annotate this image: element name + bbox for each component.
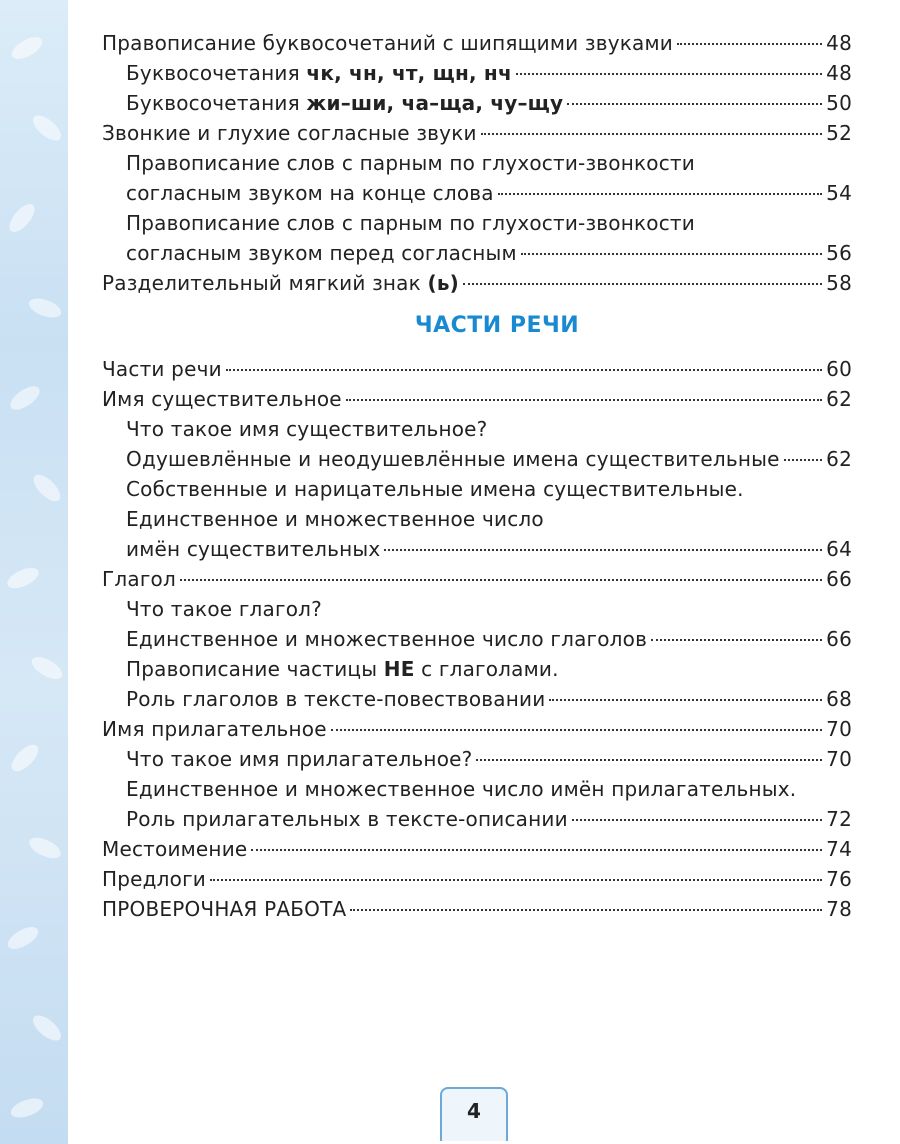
toc-entry: [102, 594, 852, 624]
toc-entry-title: [126, 624, 647, 654]
toc-entry-title: [126, 804, 568, 834]
toc-entry-text: Единственное и множественное число имён прилагательных.: [126, 777, 797, 801]
toc-entry-title: [126, 444, 780, 474]
toc-entry-title: [102, 28, 673, 58]
toc-entry-text-after: с глаголами.: [414, 657, 559, 681]
dot-leader: [463, 283, 822, 285]
toc-entry-text: Имя существительное: [102, 387, 342, 411]
dot-leader: [651, 639, 822, 641]
toc-page-number: 70: [826, 747, 852, 771]
dot-leader: [384, 549, 822, 551]
toc-page-number: 52: [826, 121, 852, 145]
toc-entry: [102, 744, 852, 774]
toc-page-number: 60: [826, 357, 852, 381]
toc-entry-text: согласным звуком на конце слова: [126, 181, 494, 205]
toc-entry: [102, 864, 852, 894]
toc-entry-text: Местоимение: [102, 837, 248, 861]
toc-entry-text: Правописание слов с парным по глухости-звонкости: [126, 211, 695, 235]
toc-entry: [102, 384, 852, 414]
toc-entry-text: Буквосочетания: [126, 91, 307, 115]
toc-entry: [102, 714, 852, 744]
dot-leader: [346, 399, 822, 401]
toc-page-number: 68: [826, 687, 852, 711]
toc-entry-title: [102, 118, 477, 148]
toc-entry-text: Что такое имя прилагательное?: [126, 747, 473, 771]
toc-entry-title: [126, 744, 472, 774]
toc-entry-title: [126, 238, 517, 268]
toc-entry-text: Разделительный мягкий знак: [102, 271, 428, 295]
dot-leader: [549, 699, 822, 701]
toc-entry-text: Что такое имя существительное?: [126, 417, 488, 441]
toc-page-number: 48: [826, 31, 852, 55]
toc-entry: [102, 444, 852, 474]
toc-entry-title: [102, 864, 206, 894]
toc-entry-title: [126, 414, 487, 444]
toc-entry: [102, 28, 852, 58]
toc-entry-title: [126, 178, 494, 208]
dot-leader: [521, 253, 822, 255]
toc-entry-text: Правописание частицы: [126, 657, 384, 681]
toc-entry-title: [126, 208, 695, 238]
toc-entry-bold-text: НЕ: [383, 657, 415, 681]
toc-page-number: 50: [826, 91, 852, 115]
toc-entry: [102, 88, 852, 118]
toc-page-number: 64: [826, 537, 852, 561]
toc-entry: [102, 894, 852, 924]
toc-entry-title: [126, 504, 544, 534]
toc-entry-title: [126, 474, 744, 504]
toc-page-number: 56: [826, 241, 852, 265]
toc-entry: [102, 474, 852, 504]
toc-entry-text: Правописание буквосочетаний с шипящими звуками: [102, 31, 673, 55]
toc-entry-title: [102, 894, 346, 924]
toc-entry-text: Единственное и множественное число: [126, 507, 544, 531]
toc-entry-text: Собственные и нарицательные имена существительные.: [126, 477, 744, 501]
dot-leader: [331, 729, 822, 731]
toc-page-number: 48: [826, 61, 852, 85]
toc-entry: [102, 564, 852, 594]
toc-entry: [102, 268, 852, 298]
toc-page-number: 66: [826, 567, 852, 591]
toc-block-parts-of-speech: [102, 354, 852, 924]
toc-entry-text: Правописание слов с парным по глухости-звонкости: [126, 151, 695, 175]
toc-entry-title: [126, 774, 796, 804]
toc-entry-bold-text: жи–ши, ча–ща, чу–щу: [306, 91, 564, 115]
toc-entry-text: ПРОВЕРОЧНАЯ РАБОТА: [102, 897, 347, 921]
toc-entry: [102, 148, 852, 178]
toc-entry-title: [102, 714, 327, 744]
toc-entry-text: Буквосочетания: [126, 61, 307, 85]
toc-entry-title: [102, 268, 459, 298]
toc-entry-title: [102, 564, 176, 594]
toc-page-number: 62: [826, 447, 852, 471]
toc-entry-title: [126, 594, 322, 624]
toc-entry-text: Единственное и множественное число глаголов: [126, 627, 648, 651]
toc-page-number: 62: [826, 387, 852, 411]
toc-entry-bold-text: чк, чн, чт, щн, нч: [306, 61, 512, 85]
dot-leader: [226, 369, 822, 371]
toc-page-number: 66: [826, 627, 852, 651]
dot-leader: [481, 133, 822, 135]
dot-leader: [251, 849, 822, 851]
toc-entry-title: [126, 684, 545, 714]
section-title: ЧАСТИ РЕЧИ: [414, 313, 580, 338]
toc-entry-title: [126, 534, 380, 564]
dot-leader: [476, 759, 822, 761]
toc-entry: [102, 534, 852, 564]
toc-entry: [102, 238, 852, 268]
toc-page-number: 78: [826, 897, 852, 921]
toc-page-number: 76: [826, 867, 852, 891]
toc-entry-text: Одушевлённые и неодушевлённые имена существительные: [126, 447, 780, 471]
toc-entry-title: [126, 148, 695, 178]
dot-leader: [210, 879, 822, 881]
toc-entry-title: [126, 58, 512, 88]
dot-leader: [784, 459, 823, 461]
dot-leader: [516, 73, 822, 75]
toc-entry: [102, 804, 852, 834]
toc-entry: [102, 684, 852, 714]
toc-entry: [102, 654, 852, 684]
page-number: 4: [440, 1087, 508, 1141]
toc-entry-title: [102, 834, 247, 864]
toc-entry-text: Имя прилагательное: [102, 717, 327, 741]
toc-page-number: 74: [826, 837, 852, 861]
toc-entry: [102, 354, 852, 384]
toc-page-number: 70: [826, 717, 852, 741]
toc-entry-text: Роль прилагательных в тексте-описании: [126, 807, 568, 831]
toc-entry-title: [102, 384, 342, 414]
decorative-leaf-strip: [0, 0, 68, 1144]
toc-entry-title: [126, 654, 559, 684]
toc-entry-text: Что такое глагол?: [126, 597, 322, 621]
dot-leader: [498, 193, 822, 195]
toc-entry-text: Части речи: [102, 357, 222, 381]
toc-entry-text: согласным звуком перед согласным: [126, 241, 517, 265]
toc-block-phonetics: [102, 28, 852, 298]
dot-leader: [180, 579, 822, 581]
dot-leader: [677, 43, 822, 45]
toc-entry: [102, 118, 852, 148]
dot-leader: [567, 103, 822, 105]
toc-entry-text: Роль глаголов в тексте-повествовании: [126, 687, 546, 711]
toc-entry: [102, 504, 852, 534]
toc-entry-bold-text: (ь): [427, 271, 460, 295]
toc-entry: [102, 178, 852, 208]
toc-page-number: 72: [826, 807, 852, 831]
toc-entry-text: Глагол: [102, 567, 176, 591]
toc-entry-text: Звонкие и глухие согласные звуки: [102, 121, 477, 145]
toc-entry: [102, 208, 852, 238]
toc-entry-text: Предлоги: [102, 867, 206, 891]
toc-entry: [102, 58, 852, 88]
toc-entry-title: [126, 88, 563, 118]
table-of-contents: [102, 28, 852, 924]
toc-entry: [102, 774, 852, 804]
toc-entry-text: имён существительных: [126, 537, 381, 561]
dot-leader: [572, 819, 822, 821]
dot-leader: [350, 909, 822, 911]
toc-entry: [102, 414, 852, 444]
toc-entry: [102, 834, 852, 864]
toc-entry-title: [102, 354, 222, 384]
toc-page-number: 54: [826, 181, 852, 205]
toc-page-number: 58: [826, 271, 852, 295]
toc-entry: [102, 624, 852, 654]
